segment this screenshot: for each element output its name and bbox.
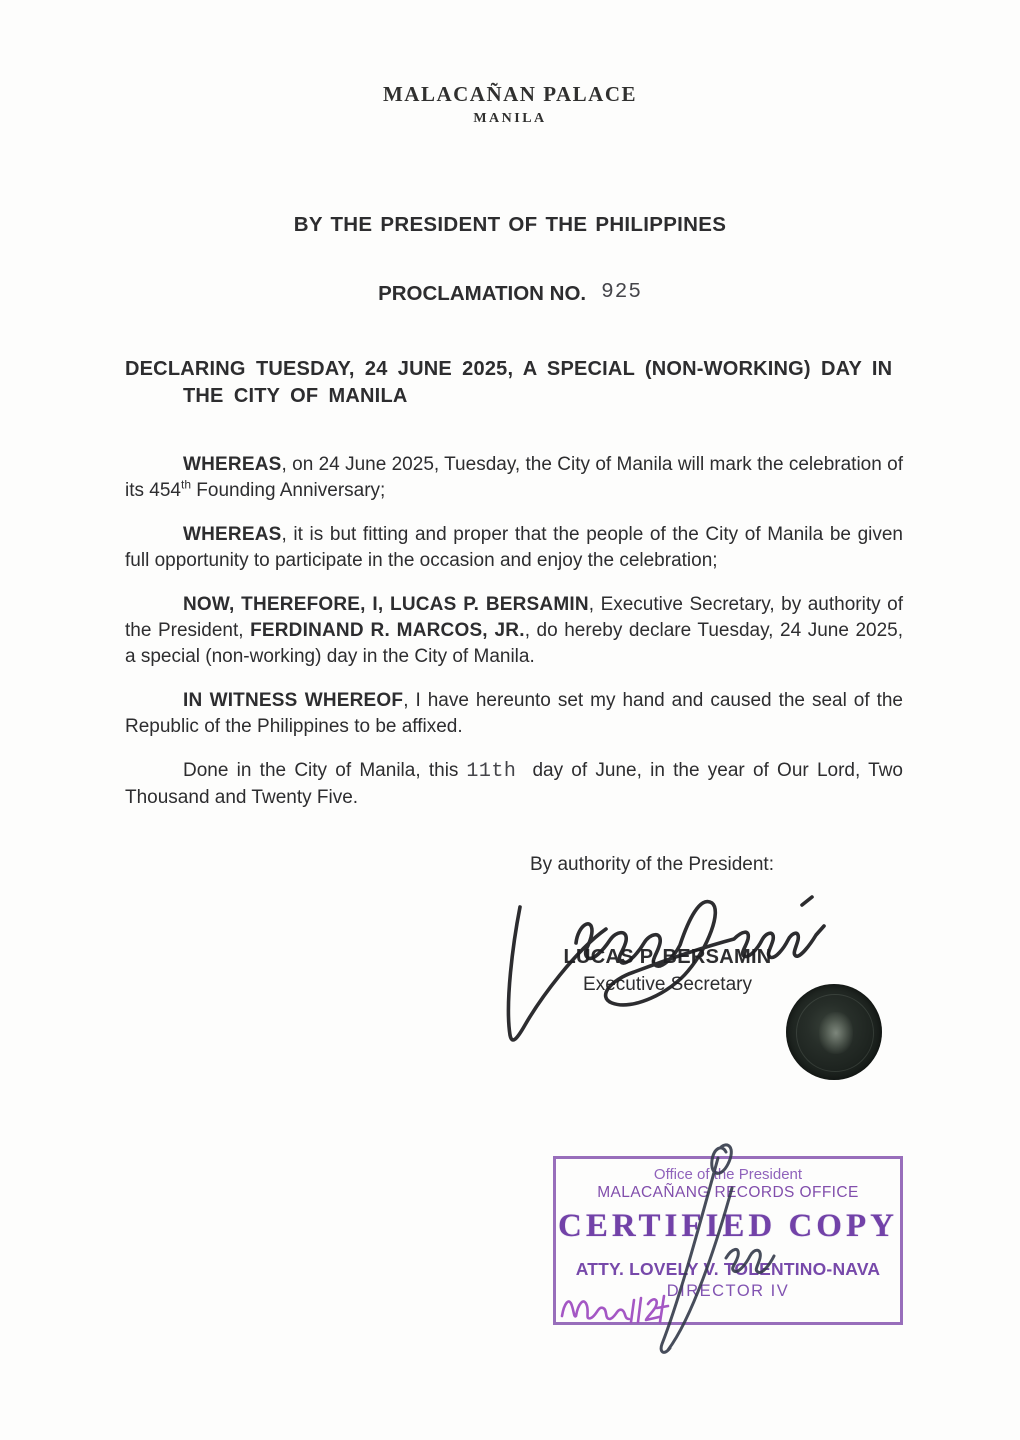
proclamation-title — [125, 356, 907, 410]
whereas2-lead: WHEREAS — [183, 524, 282, 545]
paragraph-now-therefore — [125, 592, 903, 670]
signatory-block — [480, 946, 855, 996]
certified-copy-stamp — [553, 1156, 903, 1325]
proclamation-number: 925 — [601, 281, 642, 304]
letterhead-city: MANILA — [473, 111, 547, 126]
witness-lead: IN WITNESS WHEREOF — [183, 690, 404, 711]
proclamation-number-line — [0, 282, 1020, 307]
now-therefore-text-b: , do hereby declare Tuesday, 24 June 2025, a special (non-working) day in the City of Manila. — [125, 620, 903, 667]
president-name: FERDINAND R. MARCOS, JR. — [250, 620, 525, 641]
document-body — [125, 452, 903, 829]
proclamation-label: PROCLAMATION NO. — [378, 282, 587, 305]
by-authority-line: By authority of the President: — [530, 854, 774, 875]
done-day-typed: 11th — [466, 760, 517, 783]
signatory-title: Executive Secretary — [583, 974, 752, 995]
letterhead-palace: MALACAÑAN PALACE — [382, 82, 637, 106]
paragraph-witness — [125, 688, 903, 740]
letterhead — [0, 82, 1020, 127]
paragraph-whereas-1 — [125, 452, 903, 504]
whereas1-text-b: Founding Anniversary; — [191, 480, 386, 501]
witness-text: , I have hereunto set my hand and caused the seal of the Republic of the Philippines to be affixed. — [125, 690, 903, 737]
whereas2-text: , it is but fitting and proper that the people of the City of Manila be given full opportunity to participate in the occasion and enjoy the celebration; — [125, 524, 903, 571]
stamp-office-line: Office of the President — [653, 1166, 803, 1183]
signatory-name: LUCAS P. BERSAMIN — [563, 946, 772, 968]
whereas1-superscript: th — [180, 477, 191, 492]
stamp-certified-copy: CERTIFIED COPY — [558, 1208, 898, 1244]
proclamation-title-line2: THE CITY OF MANILA — [183, 385, 408, 407]
stamp-attorney-name: ATTY. LOVELY V. TOLENTINO-NAVA — [575, 1259, 881, 1279]
whereas1-lead: WHEREAS — [183, 454, 282, 475]
authority-heading: BY THE PRESIDENT OF THE PHILIPPINES — [293, 213, 727, 236]
done-text-a: Done in the City of Manila, this — [183, 760, 459, 781]
proclamation-title-line1: DECLARING TUESDAY, 24 JUNE 2025, A SPECIAL (NON-WORKING) DAY IN — [125, 358, 893, 380]
stamp-director-title: DIRECTOR IV — [666, 1282, 790, 1300]
presidential-seal — [786, 984, 882, 1080]
done-text-b: day of June, in the year of Our Lord, Two Thousand and Twenty Five. — [125, 760, 903, 808]
now-therefore-lead: NOW, THEREFORE, I, LUCAS P. BERSAMIN — [183, 594, 589, 615]
now-therefore-text-a: , Executive Secretary, by authority of the President, — [125, 594, 903, 641]
whereas1-text-a: , on 24 June 2025, Tuesday, the City of Manila will mark the celebration of its 454 — [125, 454, 903, 501]
paragraph-whereas-2 — [125, 522, 903, 574]
paragraph-done — [125, 758, 903, 811]
stamp-records-office-line: MALACAÑANG RECORDS OFFICE — [597, 1184, 859, 1201]
